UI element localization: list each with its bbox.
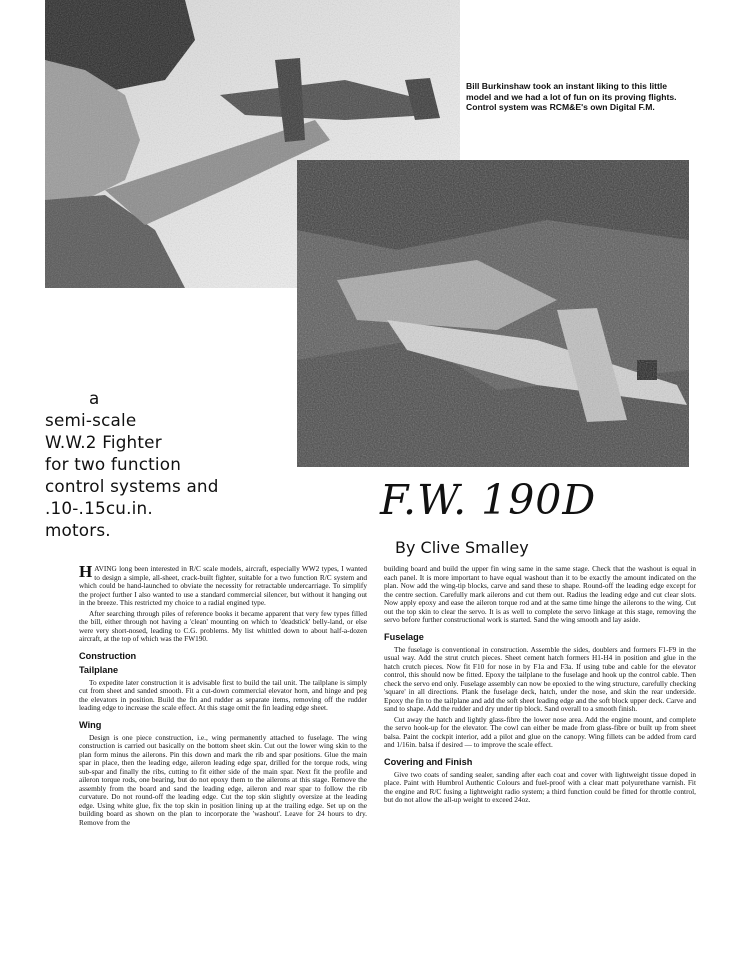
- dropcap: H: [79, 562, 93, 581]
- photo-model-in-flight: [297, 160, 689, 467]
- intro-paragraph: [79, 562, 367, 608]
- column-right: [384, 565, 696, 807]
- article-title: F.W. 190D: [380, 476, 597, 524]
- photo-caption: Bill Burkinshaw took an instant liking to this little model and we had a lot of fun on its proving flights. Control system was RCM&E's own Digital F.M.: [466, 81, 677, 112]
- section-heading-wing: Wing: [79, 719, 102, 730]
- headline-line: for two function: [45, 454, 182, 474]
- headline-line: .10-.15cu.in.: [45, 498, 153, 518]
- wing-paragraph: Design is one piece construction, i.e., wing permanently attached to fuselage. The wing construction is carried out basically on the bottom sheet skin. Cut out the lower wing skin to the plan form minus the ailerons. Pin this down and mark the rib and spar positions. Glue the main spar in place, then the leading edge, aileron leading edge spar, drilled for the torque rods, wing sub-spar and finally the ribs, cutting to fit either side of the main spar. Next fit the profile and aileron torque rods, one bearing, but do not epoxy them to the ailerons at this stage. Remove the assembly from the board and sand the leading edge, aileron and rear spar to follow the rib curvature. Do not round-off the leading edge. Cut the top skin slightly oversize at the leading edge. Using white glue, fix the top skin in position lining up at the trailing edge. Set up on the building board as shown on the plan to incorporate the 'washout'. Leave for 24 hours to dry. Remove from the: [79, 732, 367, 827]
- section-heading-tailplane: Tailplane: [79, 664, 119, 675]
- photo-model-in-flight-image: [297, 160, 689, 467]
- byline: By Clive Smalley: [395, 538, 529, 557]
- headline-line: a: [89, 388, 100, 408]
- tailplane-paragraph: To expedite later construction it is advisable first to build the tail unit. The tailplane is simply cut from sheet and sanded smooth. Fit a cut-down commercial elevator horn, and hinge and peg the elevators in position. Build the fin and rudder as separate items, removing off the rudder leading edge to increase the scale effect. At this stage omit the fin leading edge sheet.: [79, 677, 367, 712]
- wing-continued-paragraph: building board and build the upper fin wing same in the same stage. Check that the washout is equal in each panel. It is more important to have equal washout than it to be exactly the amount indicated on the plan. Now add the wing-tip blocks, carve and sand these to shape. Round-off the leading edge except for the centre section. Carefully mark ailerons and cut them out. Radius the leading edge and cut clear slots. Now apply epoxy and ease the aileron torque rod and at the same time hinge the ailerons to the wing. Cut out the top skin to clear the servo. It is as well to complete the servo linkage at this stage, removing the servo before further constructional work is started. Sand the wing smooth and lay aside.: [384, 564, 696, 624]
- intro-paragraph-2: After searching through piles of reference books it became apparent that very few types filled the bill, either through not having a 'clean' mounting on which to 'deadstick' belly-land, or else were very short-nosed, leading to C.G. problems. My list whittled down to about half-a-dozen aircraft, at the top of which was the FW190.: [79, 608, 367, 643]
- section-heading-fuselage: Fuselage: [384, 631, 424, 642]
- fuselage-paragraph: The fuselage is conventional in construction. Assemble the sides, doublers and formers F1-F9 in the usual way. Add the strut crutch pieces. Sheet cement hatch formers H1-H4 in position and glue in the hatch crutch pieces. Now fit F10 for nose in by F1a and F3a. If using tube and cable for the elevator control, this should now be fitted. Epoxy the tailplane to the fuselage and hook up the control cable. Then check the servo end only. Fuselage assembly can now be epoxied to the wing structure, carefully checking 'square' in all directions. Plank the fuselage deck, hatch, under the nose, and skin the rear underside. Epoxy the fin to the tailplane and add the soft sheet leading edge and the soft block upper deck. Carve and sand to shape. Add the rudder and dry under tip block. Sand overall to a smooth finish.: [384, 644, 696, 713]
- headline-line: W.W.2 Fighter: [45, 432, 162, 452]
- headline: [45, 387, 305, 541]
- covering-paragraph: Give two coats of sanding sealer, sanding after each coat and cover with lightweight tissue doped in place. Paint with Humbrol Authentic Colours and fuel-proof with a clear matt polyurethane varnish. Fit the engine and R/C fusing a lightweight radio system; a third function could be fitted for throttle control, but do not allow the all-up weight to exceed 24oz.: [384, 769, 696, 804]
- section-heading-covering: Covering and Finish: [384, 756, 473, 767]
- section-heading-construction: Construction: [79, 650, 137, 661]
- headline-line: control systems and: [45, 476, 219, 496]
- intro-text: AVING long been interested in R/C scale models, aircraft, especially WW2 types, I wanted to design a simple, all-sheet, crack-built fighter, suitable for a two function R/C system and which could be hand-launched to obviate the necessity for retractable undercarriage. To simplify the project further I also wanted to use a standard commercial silencer, but without it hanging out in the breeze. This restricted my choice to a radial engined type.: [79, 564, 367, 607]
- headline-line: motors.: [45, 520, 111, 540]
- headline-line: semi-scale: [45, 410, 137, 430]
- column-left: [79, 562, 367, 829]
- fuselage-paragraph-2: Cut away the hatch and lightly glass-fibre the lower nose area. Add the engine mount, and complete the servo hook-up for the elevator. The cowl can either be made from glass-fibre or built up from sheet balsa. Paint the cockpit interior, add a pilot and glue on the canopy. Wing fillets can be added from card and 1/16in. balsa if desired — to improve the scale effect.: [384, 714, 696, 749]
